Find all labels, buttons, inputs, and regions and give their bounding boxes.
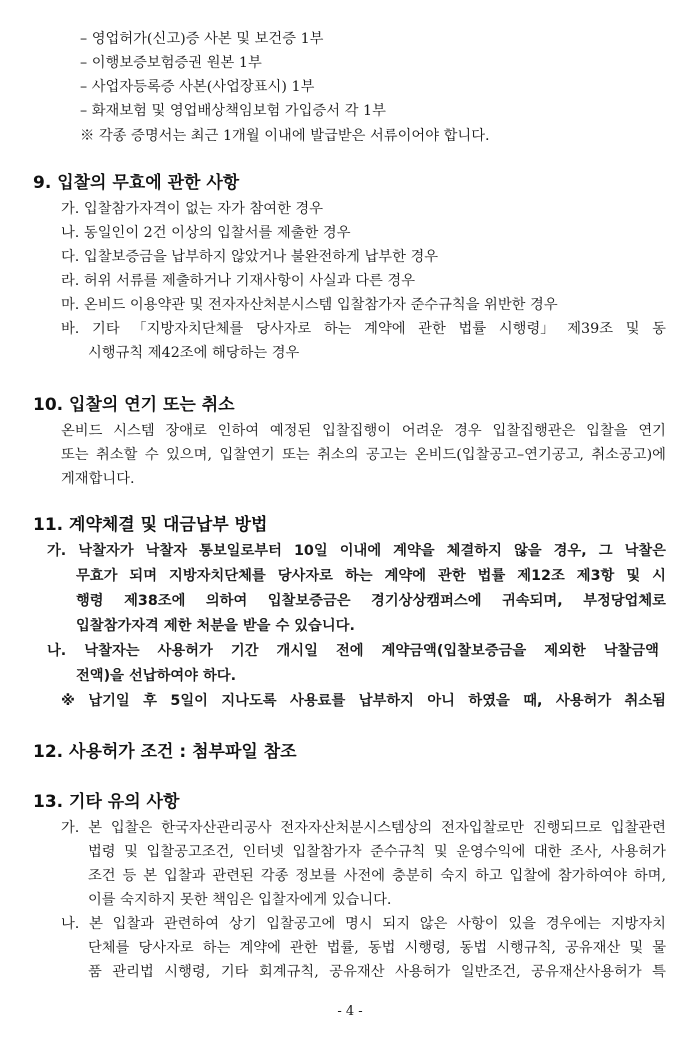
note: ※ 각종 증명서는 최근 1개월 이내에 발급받은 서류이어야 합니다.	[80, 128, 490, 144]
note: ※ 납기일 후 5일이 지나도록 사용료를 납부하지 아니 하였을 때, 사용허가 취소됨	[61, 693, 666, 709]
list-item-continuation: 전액)을 선납하여야 하다.	[76, 668, 237, 684]
section-heading: 13. 기타 유의 사항	[33, 792, 180, 812]
list-item-continuation: 법령 및 입찰공고조건, 인터넷 입찰참가자 준수규칙 및 운영수익에 대한 조사, 사용허가	[88, 844, 666, 860]
list-item-continuation: 입찰참가자격 제한 처분을 받을 수 있습니다.	[76, 618, 355, 634]
list-item: 나. 동일인이 2건 이상의 입찰서를 제출한 경우	[61, 225, 351, 241]
list-item: 나. 본 입찰과 관련하여 상기 입찰공고에 명시 되지 않은 사항이 있을 경우에는 지방자치	[61, 916, 666, 932]
list-item: 나. 낙찰자는 사용허가 기간 개시일 전에 계약금액(입찰보증금을 제외한 낙찰금액	[47, 643, 659, 659]
list-item: 가. 입찰참가자격이 없는 자가 참여한 경우	[61, 201, 324, 217]
section-heading: 12. 사용허가 조건 : 첨부파일 참조	[33, 742, 297, 762]
list-item: 바. 기타 「지방자치단체를 당사자로 하는 계약에 관한 법률 시행령」 제39조 및 동	[61, 321, 666, 337]
list-item-continuation: 행령 제38조에 의하여 입찰보증금은 경기상상캠퍼스에 귀속되며, 부정당업체로	[76, 593, 666, 609]
list-item: – 화재보험 및 영업배상책임보험 가입증서 각 1부	[80, 103, 386, 119]
list-item: 가. 본 입찰은 한국자산관리공사 전자자산처분시스템상의 전자입찰로만 진행되므로 입찰관련	[61, 820, 666, 836]
list-item-continuation: 시행규칙 제42조에 해당하는 경우	[88, 345, 300, 361]
list-item-continuation: 이를 숙지하지 못한 책임은 입찰자에게 있습니다.	[88, 892, 392, 908]
list-item: 다. 입찰보증금을 납부하지 않았거나 불완전하게 납부한 경우	[61, 249, 439, 265]
section-heading: 9. 입찰의 무효에 관한 사항	[33, 173, 240, 193]
page-number: - 4 -	[337, 1004, 363, 1019]
list-item-continuation: 품 관리법 시행령, 기타 회계규칙, 공유재산 사용허가 일반조건, 공유재산사용허가 특	[88, 964, 666, 980]
paragraph-line: 게재합니다.	[61, 471, 135, 487]
section-heading: 11. 계약체결 및 대금납부 방법	[33, 515, 268, 535]
list-item: – 이행보증보험증권 원본 1부	[80, 55, 262, 71]
list-item: – 사업자등록증 사본(사업장표시) 1부	[80, 79, 315, 95]
list-item: – 영업허가(신고)증 사본 및 보건증 1부	[80, 31, 324, 47]
list-item: 라. 허위 서류를 제출하거나 기재사항이 사실과 다른 경우	[61, 273, 416, 289]
list-item-continuation: 조건 등 본 입찰과 관련된 각종 정보를 사전에 충분히 숙지 하고 입찰에 참가하여야 하며,	[88, 868, 666, 884]
list-item: 가. 낙찰자가 낙찰자 통보일로부터 10일 이내에 계약을 체결하지 않을 경우, 그 낙찰은	[47, 543, 666, 559]
list-item: 마. 온비드 이용약관 및 전자자산처분시스템 입찰참가자 준수규칙을 위반한 경우	[61, 297, 558, 313]
paragraph-line: 또는 취소할 수 있으며, 입찰연기 또는 취소의 공고는 온비드(입찰공고–연기공고, 취소공고)에	[61, 447, 666, 463]
list-item-continuation: 단체를 당사자로 하는 계약에 관한 법률, 동법 시행령, 동법 시행규칙, 공유재산 및 물	[88, 940, 666, 956]
list-item-continuation: 무효가 되며 지방자치단체를 당사자로 하는 계약에 관한 법률 제12조 제3항 및 시	[76, 568, 666, 584]
paragraph-line: 온비드 시스템 장애로 인하여 예정된 입찰집행이 어려운 경우 입찰집행관은 입찰을 연기	[61, 423, 666, 439]
section-heading: 10. 입찰의 연기 또는 취소	[33, 395, 235, 415]
